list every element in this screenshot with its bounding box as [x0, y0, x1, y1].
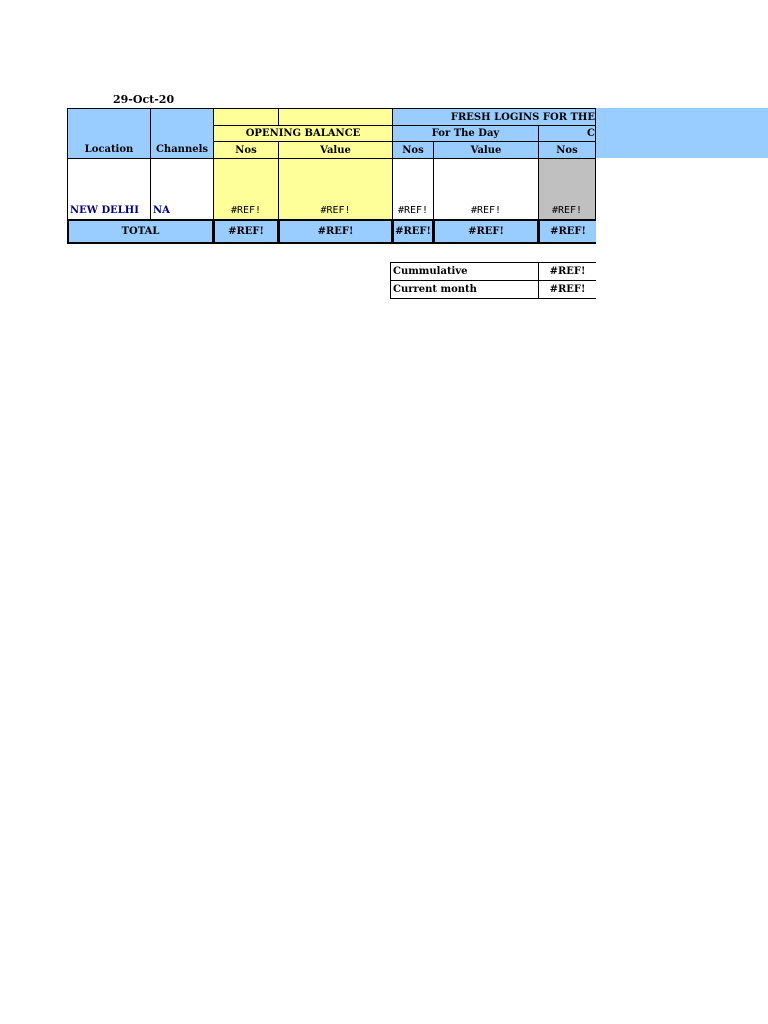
- cumulative-header-cut: C: [538, 125, 596, 142]
- total-ob-value: #REF!: [278, 219, 393, 244]
- ob-nos-cell: #REF!: [213, 158, 279, 220]
- channel-cell: NA: [150, 158, 214, 220]
- header-band: [595, 108, 768, 158]
- summary-cumulative-value: #REF!: [538, 262, 596, 281]
- ob-blank-1: [213, 108, 279, 126]
- total-day-nos: #REF!: [392, 219, 434, 244]
- ob-nos-header: Nos: [213, 141, 279, 159]
- ob-value-header: Value: [278, 141, 393, 159]
- total-ob-nos: #REF!: [213, 219, 279, 244]
- total-day-value: #REF!: [433, 219, 539, 244]
- total-cum-nos: #REF!: [538, 219, 596, 244]
- ob-value-cell: #REF!: [278, 158, 393, 220]
- fresh-logins-header: FRESH LOGINS FOR THE: [392, 108, 596, 126]
- ob-blank-2: [278, 108, 393, 126]
- summary-cumulative-label: Cummulative: [390, 262, 539, 281]
- report-date: 29-Oct-20: [113, 93, 175, 106]
- total-label: TOTAL: [67, 219, 214, 244]
- opening-balance-header: OPENING BALANCE: [213, 125, 393, 142]
- day-nos-cell: #REF!: [392, 158, 434, 220]
- summary-current-month-label: Current month: [390, 280, 539, 299]
- day-value-cell: #REF!: [433, 158, 539, 220]
- location-header: Location: [67, 108, 151, 159]
- cum-nos-header: Nos: [538, 141, 596, 159]
- summary-current-month-value: #REF!: [538, 280, 596, 299]
- for-the-day-header: For The Day: [392, 125, 539, 142]
- channels-header: Channels: [150, 108, 214, 159]
- location-cell: NEW DELHI: [67, 158, 151, 220]
- cum-nos-cell: #REF!: [538, 158, 596, 220]
- day-value-header: Value: [433, 141, 539, 159]
- day-nos-header: Nos: [392, 141, 434, 159]
